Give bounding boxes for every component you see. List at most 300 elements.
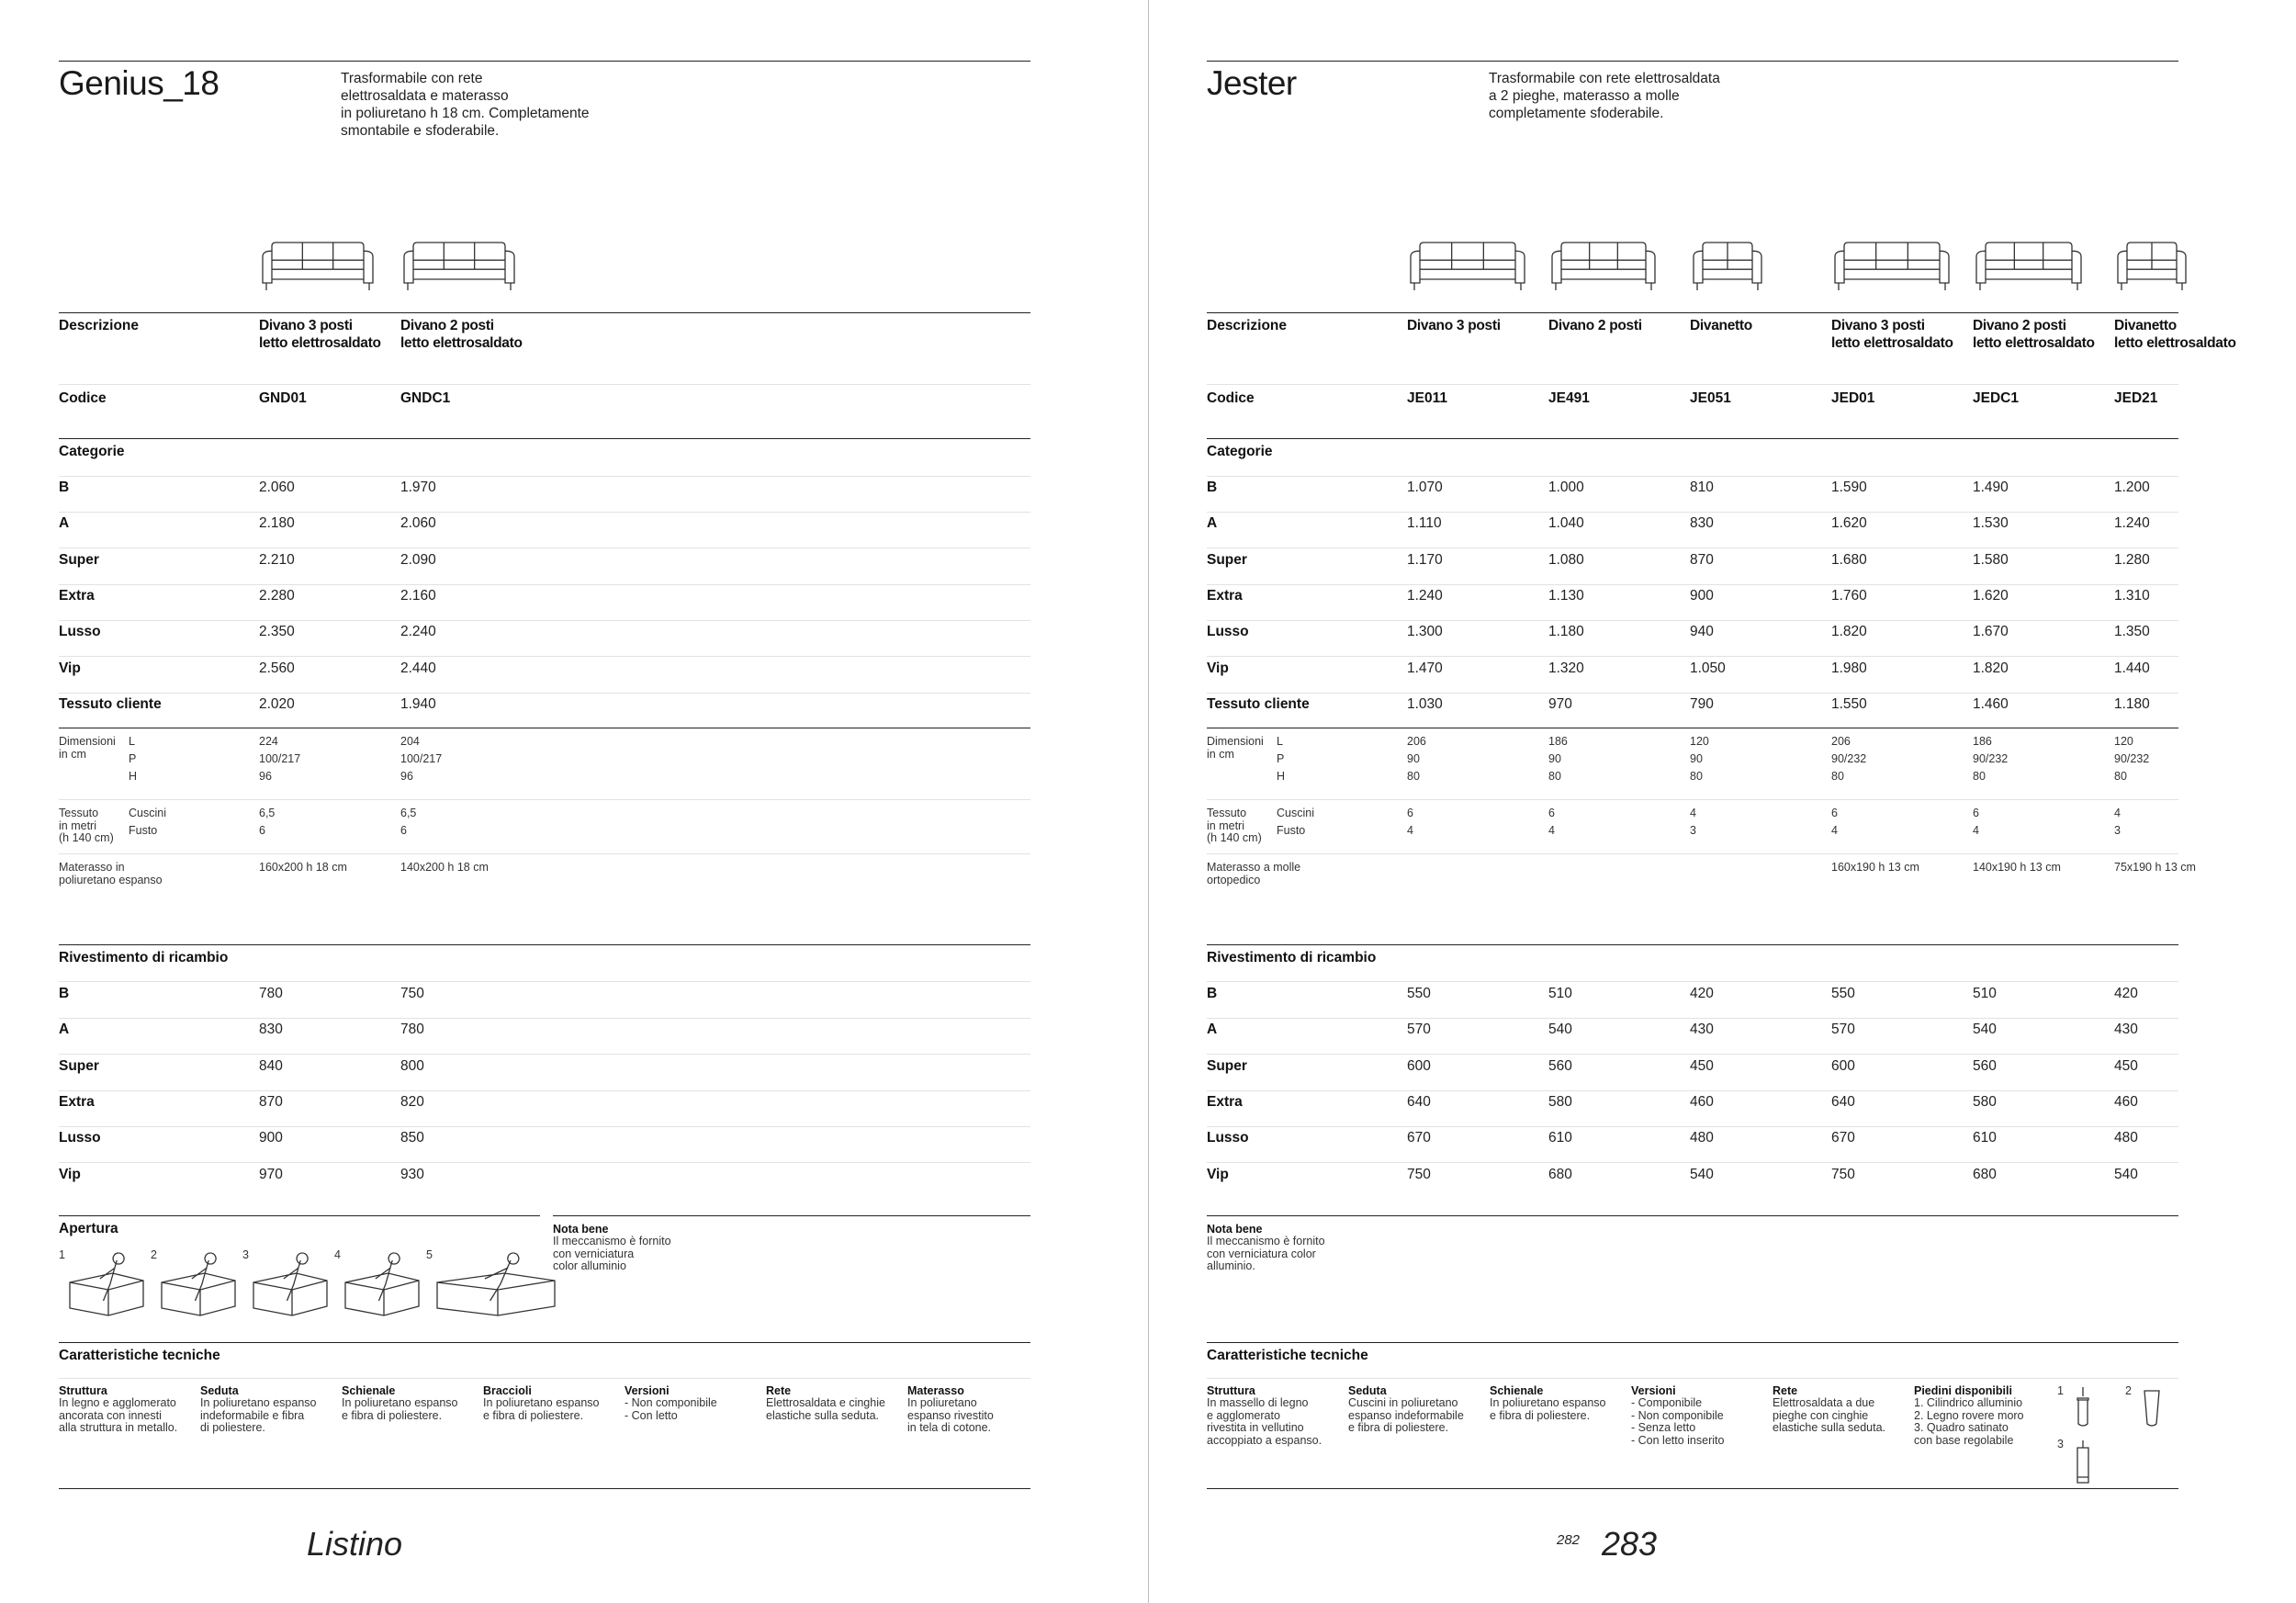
price-cell: 1.240 [1407,587,1443,604]
spare-category-name: Vip [1207,1166,1229,1182]
spare-price-cell: 420 [2114,986,2138,1001]
dimension-value: 96 [400,770,413,783]
fabric-value: 4 [1548,824,1555,837]
fabric-value: 6 [1973,807,1979,819]
fabric-key: Cuscini [129,807,166,819]
row-divider [1207,512,2178,513]
dimension-value: 90 [1548,752,1561,765]
tech-specs-label: Caratteristiche tecniche [1207,1348,1368,1363]
tech-spec-text: In poliuretano espanso rivestito in tela di cotone. [907,1396,994,1434]
row-divider [1207,1126,2178,1127]
spare-price-cell: 750 [400,986,424,1001]
page-title: Genius_18 [59,64,219,102]
tech-spec-text: 1. Cilindrico alluminio 2. Legno rovere moro 3. Quadro satinato con base regolabile [1914,1396,2024,1447]
opening-step-number: 3 [242,1248,249,1261]
column-header: Divanetto letto elettrosaldato [2114,318,2236,351]
spare-price-cell: 420 [1690,986,1714,1001]
category-name: Lusso [1207,624,1249,640]
dimension-value: 224 [259,735,278,748]
spare-price-cell: 540 [2114,1166,2138,1182]
note-text: Il meccanismo è fornito con verniciatura color alluminio. [1207,1235,1325,1272]
price-cell: 1.070 [1407,480,1443,495]
tech-spec-title: Versioni [625,1384,670,1397]
price-cell: 1.280 [2114,551,2150,568]
row-divider [59,1126,1030,1127]
dimension-value: 96 [259,770,272,783]
section-rule [1207,1342,2178,1343]
header-rule [59,312,1030,313]
opening-step-illustration [158,1246,242,1319]
spare-price-cell: 670 [1407,1130,1431,1146]
price-cell: 1.200 [2114,480,2150,495]
tech-spec-text: Elettrosaldata a due pieghe con cinghie elastiche sulla seduta. [1773,1396,1885,1434]
dimension-value: 90/232 [1973,752,2009,765]
price-cell: 2.440 [400,660,436,676]
dimension-value: 204 [400,735,420,748]
price-cell: 1.820 [1973,660,2009,676]
dimension-value: 120 [1690,735,1709,748]
section-rule [1207,944,2178,945]
price-cell: 1.030 [1407,695,1443,712]
spare-price-cell: 800 [400,1057,424,1074]
note-title: Nota bene [553,1223,609,1236]
dimension-key: L [129,735,135,748]
opening-step-number: 2 [151,1248,157,1261]
page-number: 283 [1602,1525,1658,1563]
spare-price-cell: 550 [1407,986,1431,1001]
wood-foot-icon [2142,1387,2164,1435]
fabric-value: 4 [1831,824,1838,837]
spare-category-name: Extra [59,1093,95,1110]
product-code: JE011 [1407,390,1447,406]
fabric-value: 4 [1973,824,1979,837]
code-label: Codice [59,390,107,406]
right-page [1148,0,2296,1603]
spare-price-cell: 460 [1690,1093,1714,1110]
product-code: JEDC1 [1973,390,2019,406]
tech-spec-text: In poliuretano espanso e fibra di poliestere. [1490,1396,1606,1422]
price-cell: 1.440 [2114,660,2150,676]
section-rule [59,1342,1030,1343]
spare-price-cell: 480 [2114,1130,2138,1146]
spare-price-cell: 930 [400,1166,424,1182]
category-name: B [59,480,70,495]
category-name: Tessuto cliente [1207,695,1310,712]
foot-option-number: 1 [2057,1384,2064,1397]
dimension-key: L [1277,735,1283,748]
price-cell: 1.760 [1831,587,1867,604]
tech-spec-text: In poliuretano espanso indeformabile e fibra di poliestere. [200,1396,317,1434]
category-name: Extra [1207,587,1243,604]
tech-spec-text: In massello di legno e agglomerato rivestita in vellutino accoppiato a espanso. [1207,1396,1322,1447]
spare-price-cell: 680 [1548,1166,1572,1182]
page-number-small: 282 [1557,1532,1581,1548]
spare-price-cell: 580 [1973,1093,1997,1110]
spare-price-cell: 680 [1973,1166,1997,1182]
category-name: A [59,515,70,532]
dimension-value: 80 [1973,770,1986,783]
category-name: A [1207,515,1218,532]
price-cell: 970 [1548,695,1572,712]
fabric-value: 6 [400,824,407,837]
dimension-value: 80 [1407,770,1420,783]
tech-spec-title: Materasso [907,1384,964,1397]
category-name: B [1207,480,1218,495]
product-code: GND01 [259,390,307,406]
tech-spec-title: Versioni [1631,1384,1676,1397]
dimension-value: 80 [2114,770,2127,783]
dimension-value: 206 [1831,735,1851,748]
fabric-value: 6,5 [259,807,276,819]
column-header: Divanetto [1690,318,1752,333]
spare-price-cell: 510 [1548,986,1572,1001]
price-cell: 1.680 [1831,551,1867,568]
opening-step-number: 4 [334,1248,341,1261]
price-cell: 1.820 [1831,624,1867,640]
tech-spec-text: Elettrosaldata e cinghie elastiche sulla seduta. [766,1396,885,1422]
spare-price-cell: 570 [1407,1022,1431,1038]
tech-spec-title: Seduta [1348,1384,1387,1397]
spare-cover-label: Rivestimento di ricambio [59,950,229,965]
price-cell: 1.050 [1690,660,1726,676]
tech-specs-label: Caratteristiche tecniche [59,1348,220,1363]
spare-price-cell: 780 [400,1022,424,1038]
price-cell: 1.670 [1973,624,2009,640]
row-divider [1207,584,2178,585]
tech-spec-title: Rete [766,1384,792,1397]
price-cell: 1.080 [1548,551,1584,568]
note-title: Nota bene [1207,1223,1263,1236]
price-cell: 790 [1690,695,1714,712]
category-name: Extra [59,587,95,604]
dimension-value: 90 [1690,752,1703,765]
tech-spec-text: - Non componibile - Con letto [625,1396,717,1422]
spare-category-name: B [1207,986,1218,1001]
tech-spec-text: - Componibile - Non componibile - Senza letto - Con letto inserito [1631,1396,1725,1447]
column-header: Divano 2 posti letto elettrosaldato [400,318,523,351]
row-divider [59,512,1030,513]
dimension-value: 206 [1407,735,1426,748]
product-description: Trasformabile con rete elettrosaldata a 2 pieghe, materasso a molle completamente sfoderabile. [1489,71,1720,121]
fabric-value: 6 [259,824,265,837]
section-rule [59,438,1030,439]
opening-step-illustration [66,1246,151,1319]
spare-price-cell: 550 [1831,986,1855,1001]
dimension-value: 80 [1690,770,1703,783]
mattress-value: 140x190 h 13 cm [1973,861,2061,874]
opening-step-illustration [433,1246,562,1319]
category-name: Vip [1207,660,1229,676]
folio-listino: Listino [307,1525,403,1563]
row-divider [1207,620,2178,621]
spare-price-cell: 840 [259,1057,283,1074]
spare-category-name: Super [1207,1057,1247,1074]
spare-category-name: Super [59,1057,99,1074]
price-cell: 1.970 [400,480,436,495]
dimension-value: 186 [1548,735,1568,748]
fabric-key: Cuscini [1277,807,1314,819]
spare-price-cell: 850 [400,1130,424,1146]
row-divider [59,1378,1030,1379]
row-divider [59,384,1030,385]
column-header: Divano 3 posti [1407,318,1501,333]
row-divider [1207,656,2178,657]
spare-price-cell: 540 [1548,1022,1572,1038]
dimension-value: 100/217 [259,752,301,765]
dimensions-label: Dimensioni in cm [59,735,116,761]
spare-price-cell: 870 [259,1093,283,1110]
section-rule [1207,438,2178,439]
product-code: GNDC1 [400,390,451,406]
spare-category-name: Extra [1207,1093,1243,1110]
spare-price-cell: 640 [1831,1093,1855,1110]
price-cell: 2.560 [259,660,295,676]
spare-price-cell: 830 [259,1022,283,1038]
fabric-value: 6 [1407,807,1413,819]
spare-price-cell: 610 [1548,1130,1572,1146]
price-cell: 1.300 [1407,624,1443,640]
spare-category-name: B [59,986,70,1001]
dimension-value: 120 [2114,735,2133,748]
tech-spec-title: Rete [1773,1384,1798,1397]
column-header: Divano 3 posti letto elettrosaldato [259,318,381,351]
row-divider [1207,1162,2178,1163]
column-header: Divano 2 posti letto elettrosaldato [1973,318,2095,351]
row-divider [1207,1090,2178,1091]
price-cell: 1.550 [1831,695,1867,712]
spare-price-cell: 450 [2114,1057,2138,1074]
row-divider [1207,853,2178,854]
dimension-value: 100/217 [400,752,443,765]
sofa-3-seat-icon [1409,237,1526,292]
tech-spec-title: Piedini disponibili [1914,1384,2012,1397]
spare-price-cell: 430 [2114,1022,2138,1038]
row-divider [1207,1018,2178,1019]
row-divider [1207,1378,2178,1379]
code-label: Codice [1207,390,1255,406]
price-cell: 1.350 [2114,624,2150,640]
row-divider [59,1090,1030,1091]
spare-price-cell: 750 [1831,1166,1855,1182]
dimension-value: 80 [1548,770,1561,783]
price-cell: 1.590 [1831,480,1867,495]
dimension-value: 186 [1973,735,1992,748]
price-cell: 2.280 [259,587,295,604]
price-cell: 2.350 [259,624,295,640]
column-header: Divano 3 posti letto elettrosaldato [1831,318,1953,351]
product-code: JED21 [2114,390,2158,406]
spare-category-name: A [1207,1022,1218,1038]
spare-price-cell: 640 [1407,1093,1431,1110]
product-code: JE051 [1690,390,1731,406]
row-divider [59,981,1030,982]
opening-step-number: 5 [426,1248,433,1261]
tech-spec-title: Schienale [342,1384,396,1397]
tech-spec-title: Seduta [200,1384,239,1397]
row-divider [59,853,1030,854]
spare-price-cell: 560 [1548,1057,1572,1074]
spare-price-cell: 600 [1831,1057,1855,1074]
category-name: Lusso [59,624,101,640]
price-cell: 830 [1690,515,1714,532]
sofa-2-seat-icon [402,237,516,292]
bottom-rule [59,1488,1030,1489]
row-divider [1207,799,2178,800]
mattress-label: Materasso in poliuretano espanso [59,861,163,886]
sofa-bed-small-icon [2116,237,2188,292]
price-cell: 1.470 [1407,660,1443,676]
row-divider [1207,476,2178,477]
price-cell: 1.620 [1831,515,1867,532]
description-label: Descrizione [59,318,140,333]
categories-label: Categorie [1207,444,1273,459]
row-divider [59,1054,1030,1055]
category-name: Super [1207,551,1247,568]
price-cell: 870 [1690,551,1714,568]
fabric-value: 3 [2114,824,2121,837]
tech-spec-title: Braccioli [483,1384,532,1397]
foot-option-number: 2 [2125,1384,2132,1397]
tech-spec-title: Schienale [1490,1384,1544,1397]
spare-price-cell: 560 [1973,1057,1997,1074]
opening-step-illustration [342,1246,426,1319]
fabric-label: Tessuto in metri (h 140 cm) [1207,807,1262,844]
fabric-key: Fusto [1277,824,1306,837]
price-cell: 1.130 [1548,587,1584,604]
product-code: JE491 [1548,390,1590,406]
price-cell: 1.530 [1973,515,2009,532]
dimension-value: 90 [1407,752,1420,765]
spare-price-cell: 540 [1690,1166,1714,1182]
spare-price-cell: 430 [1690,1022,1714,1038]
price-cell: 1.110 [1407,515,1442,532]
mattress-value: 160x200 h 18 cm [259,861,347,874]
dimension-value: 80 [1831,770,1844,783]
tech-spec-text: In poliuretano espanso e fibra di poliestere. [342,1396,458,1422]
sofa-2-seat-icon [1550,237,1657,292]
row-divider [59,693,1030,694]
row-divider [1207,693,2178,694]
price-cell: 1.180 [1548,624,1584,640]
price-cell: 2.060 [259,480,295,495]
foot-option-number: 3 [2057,1438,2064,1451]
opening-rule [59,1215,540,1216]
sofa-3-seat-icon [261,237,375,292]
spare-price-cell: 600 [1407,1057,1431,1074]
price-cell: 1.240 [2114,515,2150,532]
fabric-value: 6,5 [400,807,417,819]
tech-spec-text: Cuscini in poliuretano espanso indeformabile e fibra di poliestere. [1348,1396,1464,1434]
note-rule [553,1215,1030,1216]
price-cell: 1.000 [1548,480,1584,495]
price-cell: 900 [1690,587,1714,604]
price-cell: 1.310 [2114,587,2150,604]
tech-spec-text: In legno e agglomerato ancorata con innesti alla struttura in metallo. [59,1396,178,1434]
price-cell: 1.490 [1973,480,2009,495]
opening-step-number: 1 [59,1248,65,1261]
row-divider [1207,1054,2178,1055]
fabric-label: Tessuto in metri (h 140 cm) [59,807,114,844]
row-divider [59,584,1030,585]
bottom-rule [1207,1488,2178,1489]
price-cell: 1.980 [1831,660,1867,676]
top-rule [59,61,1030,62]
product-description: Trasformabile con rete elettrosaldata e materasso in poliuretano h 18 cm. Completamente smontabile e sfoderabile. [341,71,590,139]
row-divider [59,656,1030,657]
spare-cover-label: Rivestimento di ricambio [1207,950,1377,965]
spare-price-cell: 480 [1690,1130,1714,1146]
price-cell: 2.180 [259,515,295,532]
fabric-value: 4 [2114,807,2121,819]
square-foot-icon [2074,1440,2096,1488]
dimension-key: P [1277,752,1285,765]
price-cell: 2.090 [400,551,436,568]
category-name: Tessuto cliente [59,695,162,712]
spare-price-cell: 610 [1973,1130,1997,1146]
fabric-value: 3 [1690,824,1696,837]
page-title: Jester [1207,64,1297,102]
opening-label: Apertura [59,1221,118,1236]
spare-category-name: Vip [59,1166,81,1182]
price-cell: 1.170 [1407,551,1443,568]
armchair-sofa-icon [1692,237,1763,292]
spare-price-cell: 580 [1548,1093,1572,1110]
note-text: Il meccanismo è fornito con verniciatura color alluminio [553,1235,671,1272]
price-cell: 1.460 [1973,695,2009,712]
spare-price-cell: 460 [2114,1093,2138,1110]
spare-price-cell: 780 [259,986,283,1001]
description-label: Descrizione [1207,318,1288,333]
price-cell: 1.580 [1973,551,2009,568]
cylindrical-foot-icon [2074,1387,2096,1435]
spare-price-cell: 750 [1407,1166,1431,1182]
fabric-value: 4 [1690,807,1696,819]
dimensions-label: Dimensioni in cm [1207,735,1264,761]
price-cell: 1.620 [1973,587,2009,604]
dimension-value: 90/232 [1831,752,1867,765]
spare-price-cell: 570 [1831,1022,1855,1038]
price-cell: 2.160 [400,587,436,604]
dimension-key: P [129,752,137,765]
price-cell: 1.180 [2114,695,2150,712]
mattress-label: Materasso a molle ortopedico [1207,861,1301,886]
spare-price-cell: 820 [400,1093,424,1110]
fabric-value: 4 [1407,824,1413,837]
section-rule [59,944,1030,945]
mattress-value: 75x190 h 13 cm [2114,861,2196,874]
fabric-key: Fusto [129,824,158,837]
fabric-value: 6 [1548,807,1555,819]
spare-category-name: Lusso [59,1130,101,1146]
price-cell: 940 [1690,624,1714,640]
price-cell: 2.240 [400,624,436,640]
dimension-key: H [129,770,138,783]
header-rule [1207,312,2178,313]
spare-price-cell: 670 [1831,1130,1855,1146]
categories-label: Categorie [59,444,125,459]
tech-spec-title: Struttura [59,1384,107,1397]
row-divider [59,799,1030,800]
spare-price-cell: 970 [259,1166,283,1182]
spare-price-cell: 540 [1973,1022,1997,1038]
column-header: Divano 2 posti [1548,318,1642,333]
row-divider [1207,981,2178,982]
price-cell: 2.060 [400,515,436,532]
spare-category-name: A [59,1022,70,1038]
dimension-value: 90/232 [2114,752,2150,765]
row-divider [59,620,1030,621]
row-divider [1207,384,2178,385]
